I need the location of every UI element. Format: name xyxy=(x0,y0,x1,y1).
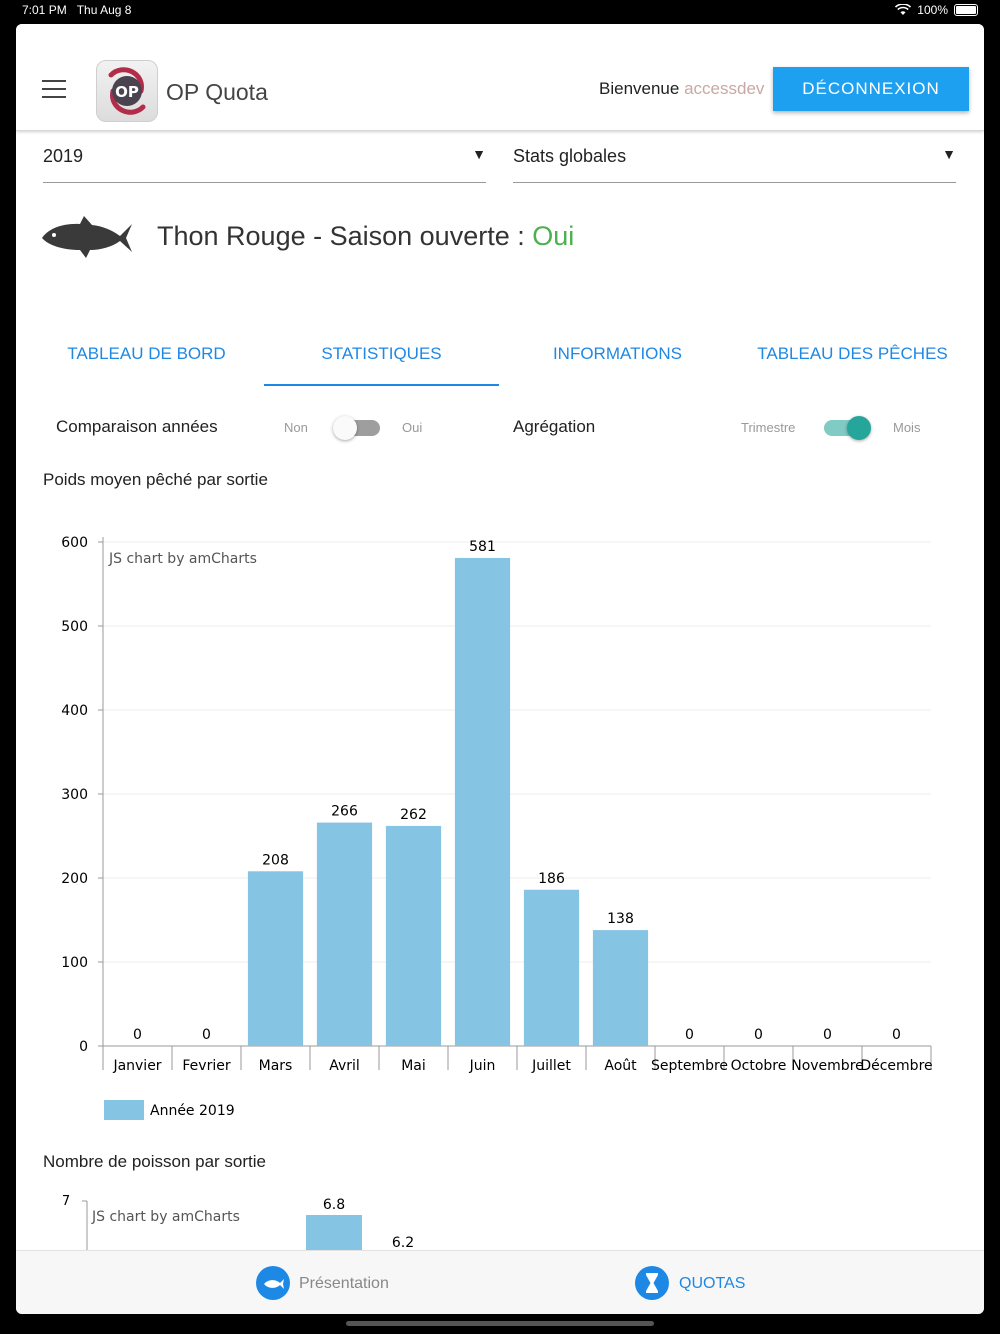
chart2-title: Nombre de poisson par sortie xyxy=(43,1152,267,1171)
data-label: 186 xyxy=(538,870,565,887)
tab-tableau-des-peches[interactable]: TABLEAU DES PÊCHES xyxy=(757,344,948,363)
data-label: 138 xyxy=(607,911,634,928)
dropdown-arrow-icon: ▼ xyxy=(472,146,486,162)
data-label: 0 xyxy=(202,1027,211,1043)
x-tick-label: Fevrier xyxy=(182,1058,231,1074)
x-tick-label: Décembre xyxy=(860,1058,933,1074)
year-select[interactable] xyxy=(43,144,486,183)
tab-tableau-de-bord[interactable]: TABLEAU DE BORD xyxy=(67,344,226,363)
hamburger-menu-icon[interactable] xyxy=(42,80,66,104)
app-logo xyxy=(96,60,158,122)
app-title: OP Quota xyxy=(166,79,268,105)
x-tick-label: Mai xyxy=(401,1058,426,1074)
compare-years-label: Comparaison années xyxy=(56,417,218,436)
y-tick-label: 7 xyxy=(61,1194,71,1209)
species-status: Thon Rouge - Saison ouverte : Oui xyxy=(157,221,575,251)
y-tick-label: 200 xyxy=(61,871,88,887)
dropdown-arrow-icon: ▼ xyxy=(942,146,956,162)
x-tick-label: Juin xyxy=(469,1058,496,1074)
y-tick-label: 600 xyxy=(61,535,88,551)
chart1-title: Poids moyen pêché par sortie xyxy=(43,470,268,489)
bar xyxy=(386,826,441,1046)
aggregation-off-label: Trimestre xyxy=(741,420,796,435)
aggregation-on-label: Mois xyxy=(893,420,921,435)
bar xyxy=(317,823,372,1046)
bar xyxy=(306,1215,362,1250)
chart-credit: JS chart by amCharts xyxy=(92,1209,240,1225)
view-select[interactable] xyxy=(513,144,956,183)
x-tick-label: Août xyxy=(604,1058,637,1074)
data-label: 0 xyxy=(754,1027,763,1043)
bar xyxy=(593,930,648,1046)
x-tick-label: Septembre xyxy=(650,1058,729,1074)
bar xyxy=(248,871,303,1046)
x-tick-label: Juillet xyxy=(532,1058,571,1074)
data-label: 0 xyxy=(892,1027,901,1043)
legend-label: Année 2019 xyxy=(150,1103,235,1119)
aggregation-label: Agrégation xyxy=(513,417,596,436)
data-label: 581 xyxy=(469,538,496,555)
tuna-icon xyxy=(40,214,136,262)
status-right xyxy=(895,3,978,17)
status-time: 7:01 PM Thu Aug 8 xyxy=(22,3,132,17)
x-tick-label: Mars xyxy=(258,1058,293,1074)
x-tick-label: Janvier xyxy=(113,1058,162,1074)
weight-per-trip-chart xyxy=(16,504,984,1129)
y-tick-label: 100 xyxy=(61,955,88,971)
y-tick-label: 500 xyxy=(61,619,88,635)
tab-informations[interactable]: INFORMATIONS xyxy=(552,344,683,363)
data-label: 208 xyxy=(262,852,289,869)
data-label: 6.2 xyxy=(391,1235,415,1250)
status-bar xyxy=(0,0,1000,24)
view-select-value: Stats globales xyxy=(513,146,627,166)
compare-on-label: Oui xyxy=(402,420,423,435)
data-label: 262 xyxy=(400,806,427,823)
data-label: 0 xyxy=(133,1027,142,1043)
year-select-value: 2019 xyxy=(43,146,84,166)
app-header xyxy=(16,24,984,131)
hourglass-icon xyxy=(635,1266,669,1300)
season-open-value: Oui xyxy=(532,221,575,251)
data-label: 0 xyxy=(823,1027,832,1043)
legend-swatch xyxy=(104,1100,144,1120)
active-tab-indicator xyxy=(264,384,499,386)
x-tick-label: Novembre xyxy=(791,1058,864,1074)
welcome-message: Bienvenue accessdev xyxy=(599,79,765,98)
logo-text: OP xyxy=(115,83,139,101)
app-window xyxy=(16,24,984,1314)
compare-off-label: Non xyxy=(284,420,308,435)
username: accessdev xyxy=(684,79,765,98)
data-label: 6.8 xyxy=(322,1197,346,1213)
x-tick-label: Octobre xyxy=(730,1058,787,1074)
fish-icon xyxy=(256,1266,290,1300)
bar xyxy=(455,558,510,1046)
bottom-navigation xyxy=(16,1250,984,1314)
y-tick-label: 0 xyxy=(79,1039,88,1055)
chart-credit: JS chart by amCharts xyxy=(109,551,257,567)
tab-statistiques[interactable]: STATISTIQUES xyxy=(321,344,442,363)
data-label: 0 xyxy=(685,1027,694,1043)
home-indicator xyxy=(346,1321,654,1326)
y-tick-label: 300 xyxy=(61,787,88,803)
nav-presentation-label: Présentation xyxy=(299,1275,389,1292)
battery-icon xyxy=(954,4,978,16)
x-tick-label: Avril xyxy=(329,1058,360,1074)
data-label: 266 xyxy=(331,803,358,820)
fish-count-chart xyxy=(16,1184,984,1250)
bar xyxy=(524,890,579,1046)
battery-percent: 100% xyxy=(917,3,948,17)
y-tick-label: 400 xyxy=(61,703,88,719)
nav-quotas-label: QUOTAS xyxy=(679,1275,746,1292)
logout-button[interactable]: DÉCONNEXION xyxy=(773,67,969,111)
wifi-icon xyxy=(895,4,911,16)
